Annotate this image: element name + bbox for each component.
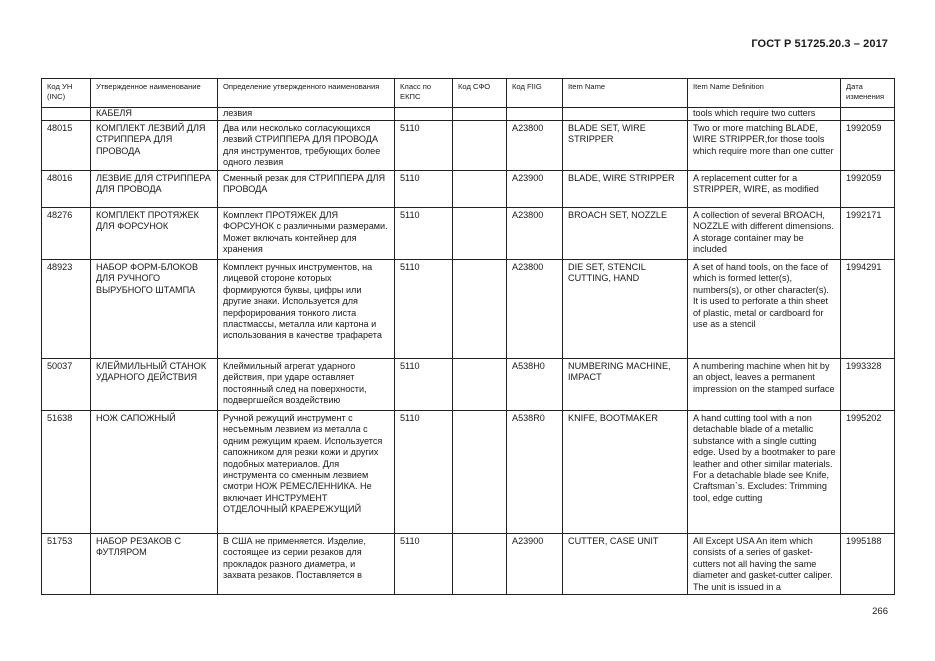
- cell-approved-name: КАБЕЛЯ: [91, 108, 218, 121]
- cell-change-date: 1992059: [841, 171, 895, 208]
- table-row: [42, 534, 895, 595]
- header-col-sfo-code: Код СФО: [453, 79, 507, 108]
- cell-name-definition: Комплект ручных инструментов, на лицевой стороне которых формируются буквы, цифры или другие знаки. Используется для перфорирования тонкого листа пластмассы, металла или картона и использования в качестве трафарета: [218, 260, 395, 359]
- cell-fiig-code: [507, 108, 563, 121]
- table-row: [42, 359, 895, 411]
- header-col-inc-code: Код УН (INC): [42, 79, 91, 108]
- cell-item-name: NUMBERING MACHINE, IMPACT: [563, 359, 688, 411]
- header-col-approved-name: Утвержденное наименование: [91, 79, 218, 108]
- cell-ekps-class: 5110: [395, 208, 453, 260]
- cell-fiig-code: A538R0: [507, 411, 563, 534]
- cell-fiig-code: A23900: [507, 171, 563, 208]
- cell-item-name-definition: A numbering machine when hit by an object, leaves a permanent impression on the stamped surface: [688, 359, 841, 411]
- cell-fiig-code: A23900: [507, 534, 563, 595]
- cell-ekps-class: 5110: [395, 534, 453, 595]
- cell-change-date: 1992171: [841, 208, 895, 260]
- cell-approved-name: КОМПЛЕКТ ЛЕЗВИЙ ДЛЯ СТРИППЕРА ДЛЯ ПРОВОДА: [91, 121, 218, 171]
- cell-fiig-code: A538H0: [507, 359, 563, 411]
- cell-inc-code: [42, 108, 91, 121]
- cell-item-name: KNIFE, BOOTMAKER: [563, 411, 688, 534]
- cell-approved-name: НАБОР РЕЗАКОВ С ФУТЛЯРОМ: [91, 534, 218, 595]
- cell-sfo-code: [453, 121, 507, 171]
- item-name-table: [41, 78, 895, 595]
- table-row: [42, 208, 895, 260]
- cell-approved-name: НАБОР ФОРМ-БЛОКОВ ДЛЯ РУЧНОГО ВЫРУБНОГО ШТАМПА: [91, 260, 218, 359]
- cell-inc-code: 48016: [42, 171, 91, 208]
- cell-sfo-code: [453, 359, 507, 411]
- cell-name-definition: Комплект ПРОТЯЖЕК ДЛЯ ФОРСУНОК с различными размерами. Может включать контейнер для хранения: [218, 208, 395, 260]
- document-standard-number: ГОСТ Р 51725.20.3 – 2017: [751, 38, 888, 50]
- table-row: [42, 411, 895, 534]
- cell-item-name: DIE SET, STENCIL CUTTING, HAND: [563, 260, 688, 359]
- cell-item-name-definition: A collection of several BROACH, NOZZLE with different dimensions. A storage container may be included: [688, 208, 841, 260]
- cell-item-name-definition: A hand cutting tool with a non detachable blade of a metallic substance with a single cutting edge. Used by a bootmaker to pare leather and other similar materials. For a detachable blade see Knife, Craftsman`s. Excludes: Trimming tool, edge cutting: [688, 411, 841, 534]
- cell-name-definition: Клеймильный агрегат ударного действия, при ударе оставляет постоянный след на поверхности, подвергшейся воздействию: [218, 359, 395, 411]
- header-col-fiig-code: Код FIIG: [507, 79, 563, 108]
- header-col-name-definition: Определение утвержденного наименования: [218, 79, 395, 108]
- cell-ekps-class: 5110: [395, 260, 453, 359]
- cell-name-definition: В США не применяется. Изделие, состоящее из серии резаков для прокладок разного диаметра, и захвата резаков. Поставляется в: [218, 534, 395, 595]
- cell-ekps-class: 5110: [395, 121, 453, 171]
- cell-sfo-code: [453, 108, 507, 121]
- cell-change-date: 1995202: [841, 411, 895, 534]
- header-col-item-name-definition: Item Name Definition: [688, 79, 841, 108]
- cell-sfo-code: [453, 411, 507, 534]
- table-header-row: [42, 79, 895, 108]
- cell-ekps-class: 5110: [395, 411, 453, 534]
- cell-inc-code: 51753: [42, 534, 91, 595]
- cell-inc-code: 48276: [42, 208, 91, 260]
- cell-ekps-class: [395, 108, 453, 121]
- cell-item-name: [563, 108, 688, 121]
- header-col-change-date: Дата изменения: [841, 79, 895, 108]
- cell-ekps-class: 5110: [395, 359, 453, 411]
- cell-change-date: [841, 108, 895, 121]
- cell-inc-code: 48923: [42, 260, 91, 359]
- header-col-ekps-class: Класс по ЕКПС: [395, 79, 453, 108]
- cell-approved-name: КОМПЛЕКТ ПРОТЯЖЕК ДЛЯ ФОРСУНОК: [91, 208, 218, 260]
- header-col-item-name: Item Name: [563, 79, 688, 108]
- table-row: [42, 171, 895, 208]
- table-body: [42, 108, 895, 595]
- cell-name-definition: Два или несколько согласующихся лезвий СТРИППЕРА ДЛЯ ПРОВОДА для инструментов, требующих более одного лезвия: [218, 121, 395, 171]
- cell-item-name: BLADE SET, WIRE STRIPPER: [563, 121, 688, 171]
- cell-name-definition: лезвия: [218, 108, 395, 121]
- cell-item-name: BROACH SET, NOZZLE: [563, 208, 688, 260]
- cell-fiig-code: A23800: [507, 121, 563, 171]
- cell-item-name-definition: A replacement cutter for a STRIPPER, WIRE, as modified: [688, 171, 841, 208]
- cell-approved-name: НОЖ САПОЖНЫЙ: [91, 411, 218, 534]
- cell-item-name: CUTTER, CASE UNIT: [563, 534, 688, 595]
- cell-fiig-code: A23800: [507, 208, 563, 260]
- table-row: [42, 121, 895, 171]
- cell-sfo-code: [453, 171, 507, 208]
- cell-inc-code: 48015: [42, 121, 91, 171]
- cell-fiig-code: A23800: [507, 260, 563, 359]
- cell-approved-name: ЛЕЗВИЕ ДЛЯ СТРИППЕРА ДЛЯ ПРОВОДА: [91, 171, 218, 208]
- cell-ekps-class: 5110: [395, 171, 453, 208]
- cell-change-date: 1993328: [841, 359, 895, 411]
- cell-item-name-definition: A set of hand tools, on the face of which is formed letter(s), numbers(s), or other character(s). It is used to perforate a thin sheet of plastic, metal or cardboard for use as a stencil: [688, 260, 841, 359]
- cell-item-name-definition: tools which require two cutters: [688, 108, 841, 121]
- cell-inc-code: 50037: [42, 359, 91, 411]
- cell-sfo-code: [453, 260, 507, 359]
- cell-item-name-definition: Two or more matching BLADE, WIRE STRIPPER,for those tools which require more than one cutter: [688, 121, 841, 171]
- cell-item-name: BLADE, WIRE STRIPPER: [563, 171, 688, 208]
- cell-change-date: 1992059: [841, 121, 895, 171]
- table-row: [42, 260, 895, 359]
- cell-sfo-code: [453, 208, 507, 260]
- cell-name-definition: Сменный резак для СТРИППЕРА ДЛЯ ПРОВОДА: [218, 171, 395, 208]
- cell-change-date: 1995188: [841, 534, 895, 595]
- cell-item-name-definition: All Except USA An item which consists of a series of gasket-cutters not all having the same diameter and gasket-cutter caliper. The unit is issued in a: [688, 534, 841, 595]
- table-row: [42, 108, 895, 121]
- cell-name-definition: Ручной режущий инструмент с несъемным лезвием из металла с одним режущим краем. Используется сапожником для резки кожи и других подобных материалов. Для инструмента со сменным лезвием смотри НОЖ РЕМЕСЛЕННИКА. Не включает ИНСТРУМЕНТ ОТДЕЛОЧНЫЙ КРАЕРЕЖУЩИЙ: [218, 411, 395, 534]
- cell-approved-name: КЛЕЙМИЛЬНЫЙ СТАНОК УДАРНОГО ДЕЙСТВИЯ: [91, 359, 218, 411]
- cell-sfo-code: [453, 534, 507, 595]
- page-number: 266: [872, 606, 888, 617]
- cell-change-date: 1994291: [841, 260, 895, 359]
- cell-inc-code: 51638: [42, 411, 91, 534]
